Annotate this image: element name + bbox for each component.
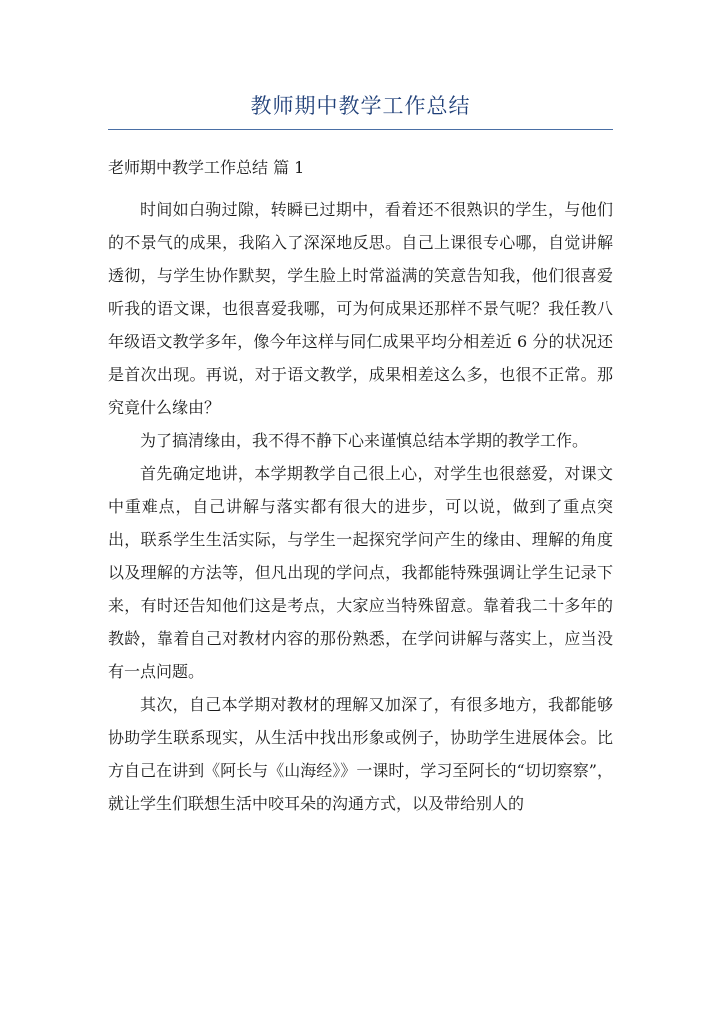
paragraph: 其次，自己本学期对教材的理解又加深了，有很多地方，我都能够协助学生联系现实，从生活中找出形象或例子，协助学生进展体会。比方自己在讲到《阿长与《山海经》》一课时，学习至阿长的“切切察察”，就让学生们联想生活中咬耳朵的沟通方式，以及带给别人的	[108, 695, 613, 813]
document-title: 教师期中教学工作总结	[250, 94, 471, 118]
section-heading: 老师期中教学工作总结 篇 1	[108, 158, 305, 177]
paragraph: 时间如白驹过隙，转瞬已过期中，看着还不很熟识的学生，与他们的不景气的成果，我陷入了深深地反思。自己上课很专心哪，自觉讲解透彻，与学生协作默契，学生脸上时常溢满的笑意告知我，他们很喜爱听我的语文课，也很喜爱我哪，可为何成果还那样不景气呢？我任教八年级语文教学多年，像今年这样与同仁成果平均分相差近 6 分的状况还是首次出现。再说，对于语文教学，成果相差这么多，也很不正常。那究竟什么缘由？	[108, 200, 613, 417]
title-divider	[108, 129, 613, 130]
document-body	[108, 193, 613, 820]
paragraph: 为了搞清缘由，我不得不静下心来谨慎总结本学期的教学工作。	[140, 431, 589, 450]
paragraph: 首先确定地讲，本学期教学自己很上心，对学生也很慈爱，对课文中重难点，自己讲解与落实都有很大的进步，可以说，做到了重点突出，联系学生生活实际，与学生一起探究学问产生的缘由、理解的角度以及理解的方法等，但凡出现的学问点，我都能特殊强调让学生记录下来，有时还告知他们这是考点，大家应当特殊留意。靠着我二十多年的教龄，靠着自己对教材内容的那份熟悉，在学问讲解与落实上，应当没有一点问题。	[108, 464, 613, 681]
